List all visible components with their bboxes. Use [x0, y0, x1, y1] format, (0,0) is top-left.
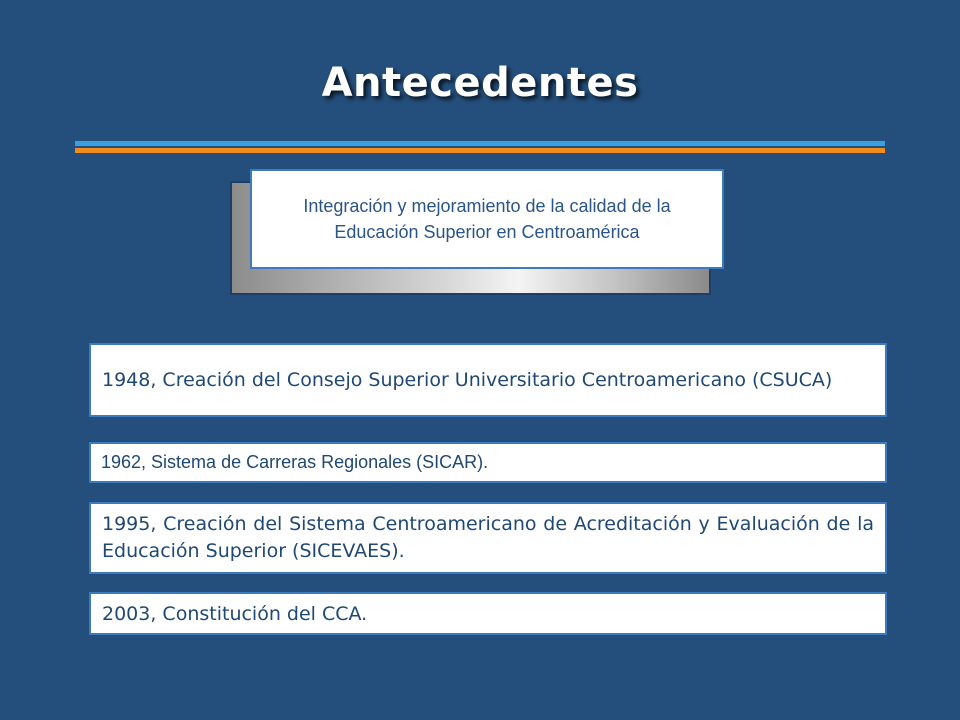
timeline-item-1948 — [89, 343, 887, 417]
timeline-item-text: 2003, Constitución del CCA. — [102, 602, 368, 625]
divider-orange — [75, 148, 885, 153]
timeline-item-1995 — [89, 502, 887, 574]
divider-blue — [75, 141, 885, 146]
timeline-item-2003 — [89, 592, 887, 635]
slide-title: Antecedentes — [321, 60, 639, 106]
timeline-item-1962 — [89, 442, 887, 483]
timeline-item-text: 1995, Creación del Sistema Centroamericano de Acreditación y Evaluación de la Educación Superior (SICEVAES). — [102, 513, 874, 562]
highlight-box — [250, 169, 724, 269]
highlight-box-text: Integración y mejoramiento de la calidad de la Educación Superior en Centroamérica — [303, 196, 671, 242]
timeline-item-text: 1948, Creación del Consejo Superior Universitario Centroamericano (CSUCA) — [102, 368, 833, 391]
timeline-item-text: 1962, Sistema de Carreras Regionales (SICAR). — [101, 452, 489, 472]
